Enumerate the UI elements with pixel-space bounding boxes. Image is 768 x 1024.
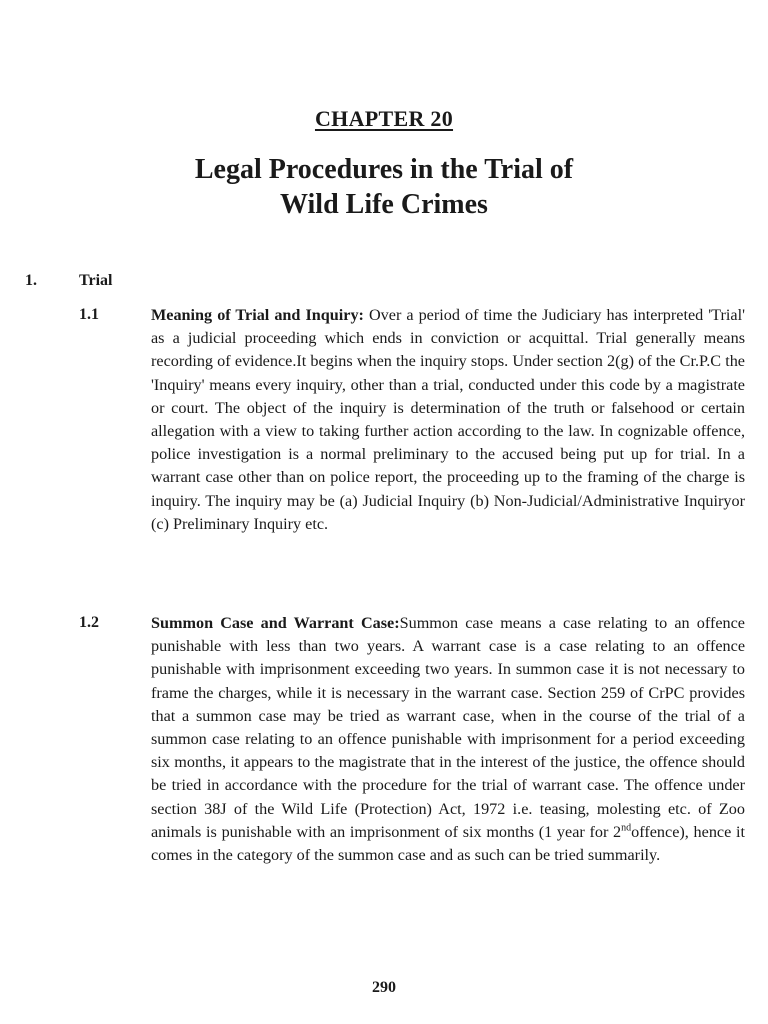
section-title: Trial — [79, 272, 113, 289]
subsection-heading: Summon Case and Warrant Case: — [151, 614, 400, 632]
ordinal-suffix: nd — [621, 822, 632, 834]
chapter-title-line2: Wild Life Crimes — [280, 189, 488, 220]
subsection-text: Summon case means a case relating to an offence punishable with less than two years. A warrant case is a case relating to an offence punishable with imprisonment exceeding two years. In summon case it is not necessary to frame the charges, while it is necessary in the warrant case. Section 259 of CrPC provides that a summon case may be tried as warrant case, when in the course of the trial of a summon case relating to an offence punishable with imprisonment for a period exceeding six months, it appears to the magistrate that in the interest of the justice, the offence should be tried in accordance with the procedure for the trial of warrant case. The offence under section 38J of the Wild Life (Protection) Act, 1972 i.e. teasing, molesting etc. of Zoo animals is punishable with an imprisonment of six months (1 year for 2 — [151, 614, 745, 841]
subsection-paragraph — [151, 304, 745, 536]
chapter-label: CHAPTER 20 — [314, 106, 454, 131]
subsection-paragraph — [151, 612, 745, 867]
section-number: 1. — [25, 272, 37, 289]
subsection-text-continued: offence), hence it comes in the category of the summon case and as such can be tried summarily. — [151, 822, 745, 865]
chapter-title-line1: Legal Procedures in the Trial of — [194, 154, 574, 185]
subsection-text: Over a period of time the Judiciary has interpreted 'Trial' as a judicial proceeding which ends in conviction or acquittal. Trial generally means recording of evidence.It begins when the inquiry stops. Under section 2(g) of the Cr.P.C the 'Inquiry' means every inquiry, other than a trial, conducted under this code by a magistrate or court. The object of the inquiry is determination of the truth or falsehood or certain allegation with a view to taking further action according to the law. In cognizable offence, police investigation is a normal preliminary to the accused being put up for trial. In a warrant case other than on police report, the proceeding up to the framing of the charge is inquiry. The inquiry may be (a) Judicial Inquiry (b) Non-Judicial/Administrative Inquiryor (c) Preliminary Inquiry etc. — [151, 306, 745, 533]
subsection-heading: Meaning of Trial and Inquiry: — [151, 306, 364, 324]
page-number: 290 — [372, 979, 396, 996]
subsection-number: 1.1 — [79, 306, 99, 323]
chapter-title — [0, 152, 768, 222]
subsection-number: 1.2 — [79, 614, 99, 631]
